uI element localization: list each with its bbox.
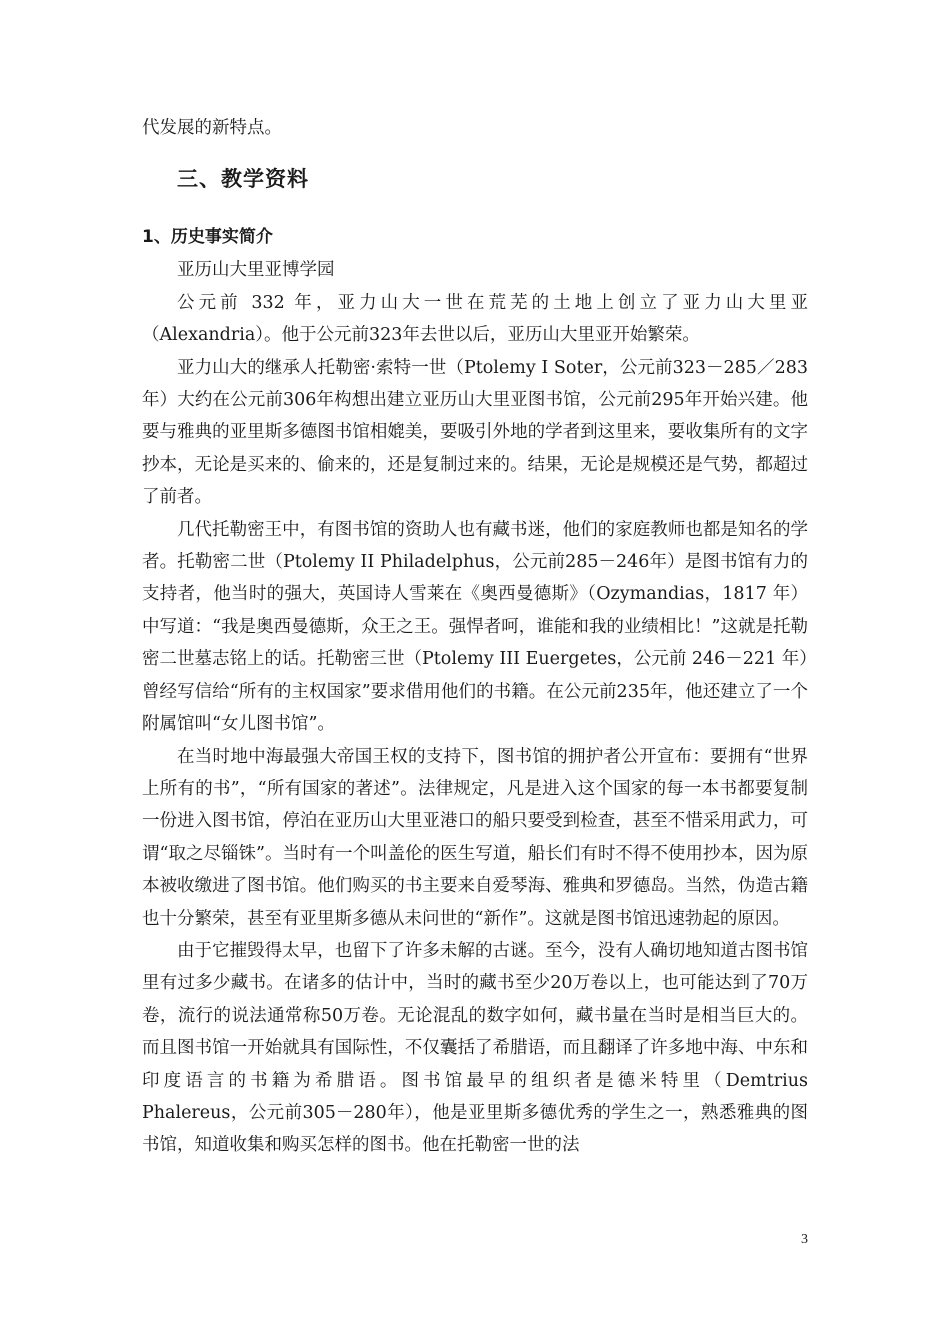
lead-fragment: 代发展的新特点。 [142,118,282,138]
page-number: 3 [801,1232,808,1247]
sub-heading: 1、历史事实简介 [142,227,273,248]
paragraph-5: 由于它摧毁得太早，也留下了许多未解的古谜。至今，没有人确切地知道古图书馆里有过多少藏书。在诸多的估计中，当时的藏书至少20万卷以上，也可能达到了70万卷，流行的说法通常称50万卷。无论混乱的数字如何，藏书量在当时是相当巨大的。而且图书馆一开始就具有国际性，不仅囊括了希腊语，而且翻译了许多地中海、中东和印度语言的书籍为希腊语。图书馆最早的组织者是德米特里（Demtrius Phalereus，公元前305－280年），他是亚里斯多德优秀的学生之一，熟悉雅典的图书馆，知道收集和购买怎样的图书。他在托勒密一世的法 [142,940,808,1156]
document-body [142,112,808,1162]
section-heading: 三、教学资料 [177,167,309,192]
paragraph-4: 在当时地中海最强大帝国王权的支持下，图书馆的拥护者公开宣布：要拥有“世界上所有的书”，“所有国家的著述”。法律规定，凡是进入这个国家的每一本书都要复制一份进入图书馆，停泊在亚历山大里亚港口的船只要受到检查，甚至不惜采用武力，可谓“取之尽锱铢”。当时有一个叫盖伦的医生写道，船长们有时不得不使用抄本，因为原本被收缴进了图书馆。他们购买的书主要来自爱琴海、雅典和罗德岛。当然，伪造古籍也十分繁荣，甚至有亚里斯多德从未问世的“新作”。这就是图书馆迅速勃起的原因。 [142,746,808,929]
paragraph-1: 公元前 332 年，亚力山大一世在荒芜的土地上创立了亚力山大里亚（Alexandria）。他于公元前323年去世以后，亚历山大里亚开始繁荣。 [142,292,808,346]
paragraph-3: 几代托勒密王中，有图书馆的资助人也有藏书迷，他们的家庭教师也都是知名的学者。托勒密二世（Ptolemy II Philadelphus，公元前285－246年）是图书馆有力的支持者，他当时的强大，英国诗人雪莱在《奥西曼德斯》（Ozymandias，1817 年）中写道：“我是奥西曼德斯，众王之王。强悍者呵，谁能和我的业绩相比！”这就是托勒密二世墓志铭上的话。托勒密三世（Ptolemy III Euergetes，公元前 246－221 年）曾经写信给“所有的主权国家”要求借用他们的书籍。在公元前235年，他还建立了一个附属馆叫“女儿图书馆”。 [142,519,809,735]
paragraph-2: 亚力山大的继承人托勒密·索特一世（Ptolemy I Soter，公元前323－285／283年）大约在公元前306年构想出建立亚历山大里亚图书馆，公元前295年开始兴建。他要与雅典的亚里斯多德图书馆相媲美，要吸引外地的学者到这里来，要收集所有的文字抄本，无论是买来的、偷来的，还是复制过来的。结果，无论是规模还是气势，都超过了前者。 [142,357,808,508]
article-title: 亚历山大里亚博学园 [177,260,335,281]
